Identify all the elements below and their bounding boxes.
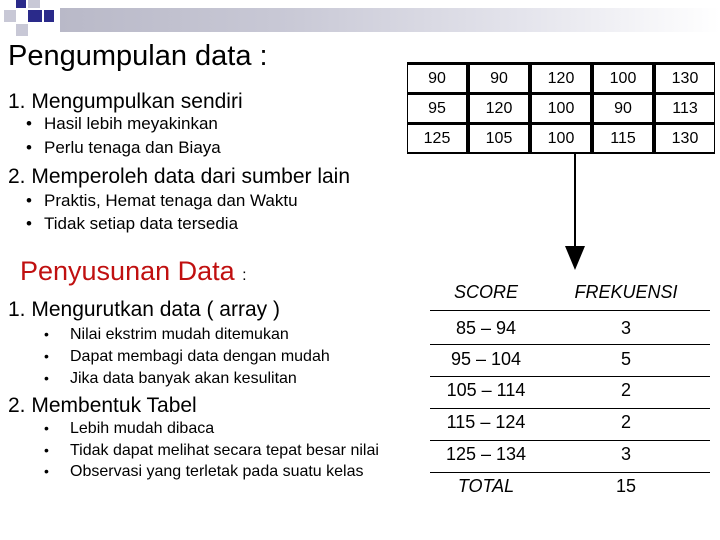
table-cell: 2 bbox=[620, 380, 631, 400]
section1-heading: 1. Mengumpulkan sendiri bbox=[8, 90, 243, 113]
table-cell: 15 bbox=[615, 476, 637, 496]
page-title: Pengumpulan data : bbox=[8, 40, 268, 72]
list-item: • Nilai ekstrim mudah ditemukan bbox=[44, 326, 289, 343]
table-cell: 90 bbox=[470, 65, 528, 92]
table-cell: 115 – 124 bbox=[446, 412, 526, 432]
table-cell: 113 bbox=[656, 95, 714, 122]
table-cell: 130 bbox=[656, 65, 714, 92]
table-cell: 125 bbox=[408, 125, 466, 152]
penyusunan-title: Penyusunan Data : bbox=[20, 256, 247, 286]
table-cell: 105 – 114 bbox=[446, 380, 526, 400]
table-cell: 5 bbox=[620, 349, 631, 369]
table-cell: 100 bbox=[532, 95, 590, 122]
raw-data-table bbox=[407, 62, 715, 154]
list-item: • Jika data banyak akan kesulitan bbox=[44, 370, 297, 387]
table-cell: 90 bbox=[594, 95, 652, 122]
list-item: • Lebih mudah dibaca bbox=[44, 420, 215, 437]
list-item: • Observasi yang terletak pada suatu kelas bbox=[44, 463, 364, 480]
table-cell: 90 bbox=[408, 65, 466, 92]
deco-square bbox=[16, 24, 28, 36]
list-item: • Perlu tenaga dan Biaya bbox=[26, 138, 221, 157]
deco-square bbox=[44, 10, 54, 22]
list-item: • Hasil lebih meyakinkan bbox=[26, 114, 218, 133]
deco-square bbox=[28, 0, 40, 8]
table-cell: 100 bbox=[594, 65, 652, 92]
table-cell: 130 bbox=[656, 125, 714, 152]
header-decoration bbox=[0, 0, 720, 40]
table-cell: 85 – 94 bbox=[455, 318, 517, 338]
deco-square bbox=[28, 10, 42, 22]
table-cell: TOTAL bbox=[457, 476, 515, 496]
deco-square bbox=[4, 10, 16, 22]
table-cell: 95 bbox=[408, 95, 466, 122]
column-header: SCORE bbox=[453, 282, 518, 302]
table-cell: 95 – 104 bbox=[450, 349, 522, 369]
table-cell: 2 bbox=[620, 412, 631, 432]
penyusunan-heading-1: 1. Mengurutkan data ( array ) bbox=[8, 298, 280, 321]
divider bbox=[430, 310, 710, 311]
table-header-row bbox=[430, 277, 710, 308]
list-item: • Tidak dapat melihat secara tepat besar nilai bbox=[44, 442, 379, 459]
list-item: • Tidak setiap data tersedia bbox=[26, 214, 239, 233]
table-cell: 125 – 134 bbox=[445, 444, 527, 464]
table-cell: 3 bbox=[620, 444, 631, 464]
column-header: FREKUENSI bbox=[574, 282, 678, 302]
table-cell: 115 bbox=[594, 125, 652, 152]
down-arrow-icon bbox=[560, 152, 590, 270]
table-cell: 100 bbox=[532, 125, 590, 152]
header-gradient-bar bbox=[60, 8, 720, 32]
table-cell: 120 bbox=[470, 95, 528, 122]
table-row bbox=[430, 344, 710, 375]
table-cell: 3 bbox=[620, 318, 631, 338]
section2-heading: 2. Memperoleh data dari sumber lain bbox=[8, 165, 351, 188]
table-cell: 105 bbox=[470, 125, 528, 152]
table-cell: 120 bbox=[532, 65, 590, 92]
table-row bbox=[430, 407, 710, 438]
list-item: • Praktis, Hemat tenaga dan Waktu bbox=[26, 191, 298, 210]
list-item: • Dapat membagi data dengan mudah bbox=[44, 348, 330, 365]
table-row bbox=[430, 375, 710, 406]
table-row bbox=[430, 313, 710, 344]
penyusunan-heading-2: 2. Membentuk Tabel bbox=[8, 394, 197, 417]
table-row bbox=[430, 439, 710, 470]
deco-square bbox=[16, 0, 26, 8]
table-row bbox=[430, 471, 710, 502]
